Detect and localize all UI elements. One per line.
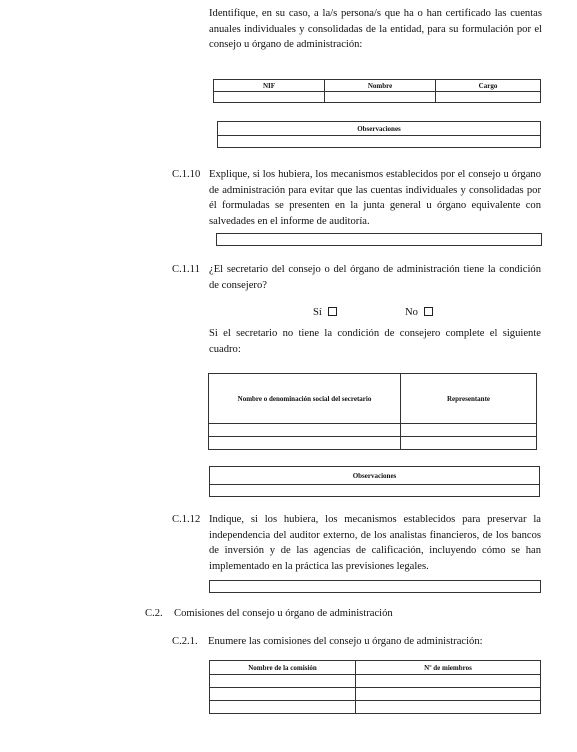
table-row[interactable] [214, 92, 541, 103]
yes-checkbox[interactable] [328, 307, 337, 316]
col-header-representante: Representante [401, 374, 537, 424]
committees-table [209, 660, 541, 714]
c110-text: Explique, si los hubiera, los mecanismos establecidos por el consejo u órgano de administración para evitar que las cuentas individuales y consolidadas por él formuladas se presenten en la junta general u órgano equivalente con salvedades en el informe de auditoría. [209, 169, 541, 227]
observations-header: Observaciones [218, 122, 541, 136]
yes-label: Sí [313, 307, 322, 318]
table-row[interactable] [210, 675, 541, 688]
col-header-nombre: Nombre [325, 80, 436, 92]
observations-table [217, 121, 541, 148]
col-header-cargo: Cargo [436, 80, 541, 92]
no-checkbox[interactable] [424, 307, 433, 316]
observations-table-2 [209, 466, 540, 497]
c110-answer-field[interactable] [216, 233, 542, 246]
table-row[interactable] [210, 688, 541, 701]
intro-paragraph: Identifique, en su caso, a la/s persona/s que ha o han certificado las cuentas anuales individuales y consolidadas de la entidad, para su formulación por el consejo u órgano de administración: [209, 8, 542, 50]
c21-text: Enumere las comisiones del consejo u órgano de administración: [208, 636, 483, 647]
no-label: No [405, 307, 418, 318]
c2-title: Comisiones del consejo u órgano de administración [174, 608, 393, 619]
table-row[interactable] [210, 701, 541, 714]
table-row[interactable] [209, 424, 537, 437]
col-header-members: Nº de miembros [356, 661, 541, 675]
observations-header: Observaciones [210, 467, 540, 485]
observations-field[interactable] [210, 485, 540, 497]
c111-followup-text: Si el secretario no tiene la condición de consejero complete el siguiente cuadro: [209, 328, 541, 355]
no-option[interactable] [405, 307, 433, 318]
table-row[interactable] [209, 437, 537, 450]
section-number-c2: C.2. [145, 608, 163, 619]
certifiers-table [213, 79, 541, 103]
col-header-commission-name: Nombre de la comisión [210, 661, 356, 675]
yes-option[interactable] [313, 307, 337, 318]
c111-text: ¿El secretario del consejo o del órgano de administración tiene la condición de consejero? [209, 264, 541, 291]
col-header-secretary-name: Nombre o denominación social del secretario [209, 374, 401, 424]
section-number-c110: C.1.10 [172, 169, 201, 180]
secretary-table [208, 373, 537, 450]
col-header-nif: NIF [214, 80, 325, 92]
section-number-c112: C.1.12 [172, 514, 201, 525]
c112-answer-field[interactable] [209, 580, 541, 593]
section-number-c111: C.1.11 [172, 264, 200, 275]
observations-field[interactable] [218, 136, 541, 148]
c112-text: Indique, si los hubiera, los mecanismos establecidos para preservar la independencia del auditor externo, de los analistas financieros, de los bancos de inversión y de las agencias de calificación, incluyendo cómo se han implementado en la práctica las previsiones legales. [209, 514, 541, 572]
section-number-c21: C.2.1. [172, 636, 198, 647]
